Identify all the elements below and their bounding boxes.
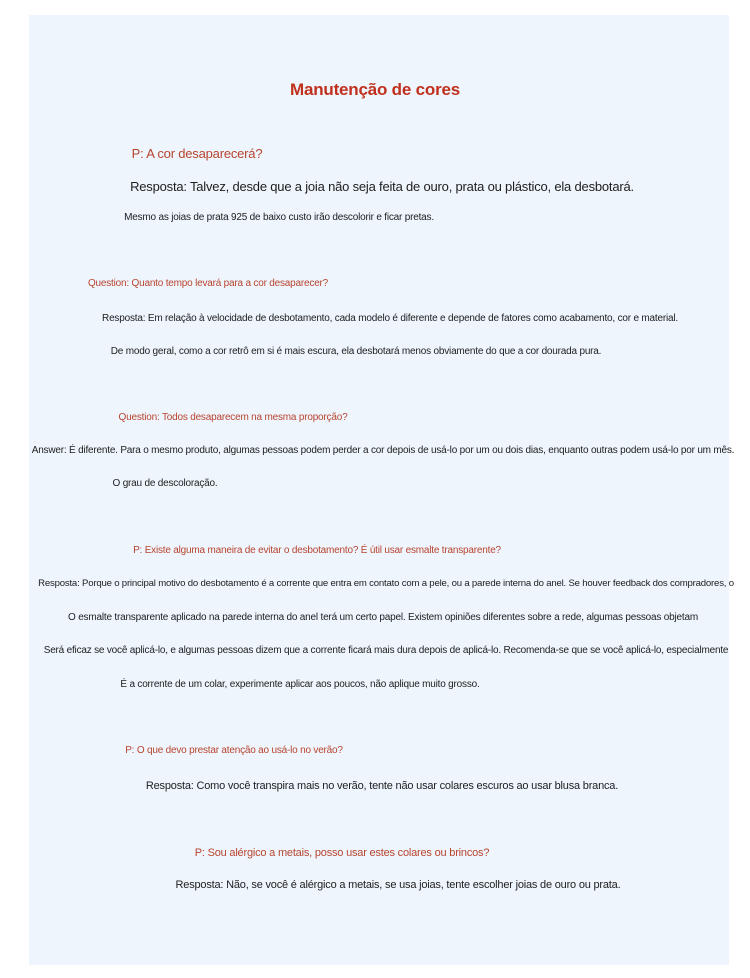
faq-answer: Resposta: Talvez, desde que a joia não seja feita de ouro, prata ou plástico, ela desbotará. [130, 179, 634, 194]
faq-question: P: O que devo prestar atenção ao usá-lo no verão? [125, 745, 343, 756]
faq-answer: Answer: É diferente. Para o mesmo produto, algumas pessoas podem perder a cor depois de usá-lo por um ou dois dias, enquanto outras podem usá-lo por um mês. [31, 445, 735, 456]
faq-answer: Resposta: Como você transpira mais no verão, tente não usar colares escuros ao usar blusa branca. [145, 780, 619, 792]
faq-question: P: Existe alguma maneira de evitar o desbotamento? É útil usar esmalte transparente? [133, 545, 501, 556]
page-title: Manutenção de cores [289, 80, 461, 99]
faq-answer: É a corrente de um colar, experimente aplicar aos poucos, não aplique muito grosso. [120, 679, 480, 690]
faq-answer: Resposta: Porque o principal motivo do desbotamento é a corrente que entra em contato com a pele, ou a parede interna do anel. Se houver feedback dos compradores, o [38, 578, 734, 589]
faq-answer: O esmalte transparente aplicado na parede interna do anel terá um certo papel. Existem opiniões diferentes sobre a rede, algumas pessoas objetam [68, 612, 698, 623]
faq-question: Question: Quanto tempo levará para a cor desaparecer? [87, 278, 329, 289]
faq-answer: O grau de descoloração. [112, 478, 218, 489]
faq-question: P: A cor desaparecerá? [131, 146, 263, 161]
faq-answer: Resposta: Não, se você é alérgico a metais, se usa joias, tente escolher joias de ouro ou prata. [175, 879, 621, 891]
faq-answer: Será eficaz se você aplicá-lo, e algumas pessoas dizem que a corrente ficará mais dura depois de aplicá-lo. Recomenda-se que se você aplicá-lo, especialmente [43, 645, 729, 656]
faq-answer: Mesmo as joias de prata 925 de baixo custo irão descolorir e ficar pretas. [124, 212, 434, 223]
faq-question: P: Sou alérgico a metais, posso usar estes colares ou brincos? [194, 847, 490, 859]
faq-answer: Resposta: Em relação à velocidade de desbotamento, cada modelo é diferente e depende de fatores como acabamento, cor e material. [102, 313, 678, 324]
faq-question: Question: Todos desaparecem na mesma proporção? [118, 412, 348, 423]
faq-answer: De modo geral, como a cor retrô em si é mais escura, ela desbotará menos obviamente do que a cor dourada pura. [110, 346, 602, 357]
